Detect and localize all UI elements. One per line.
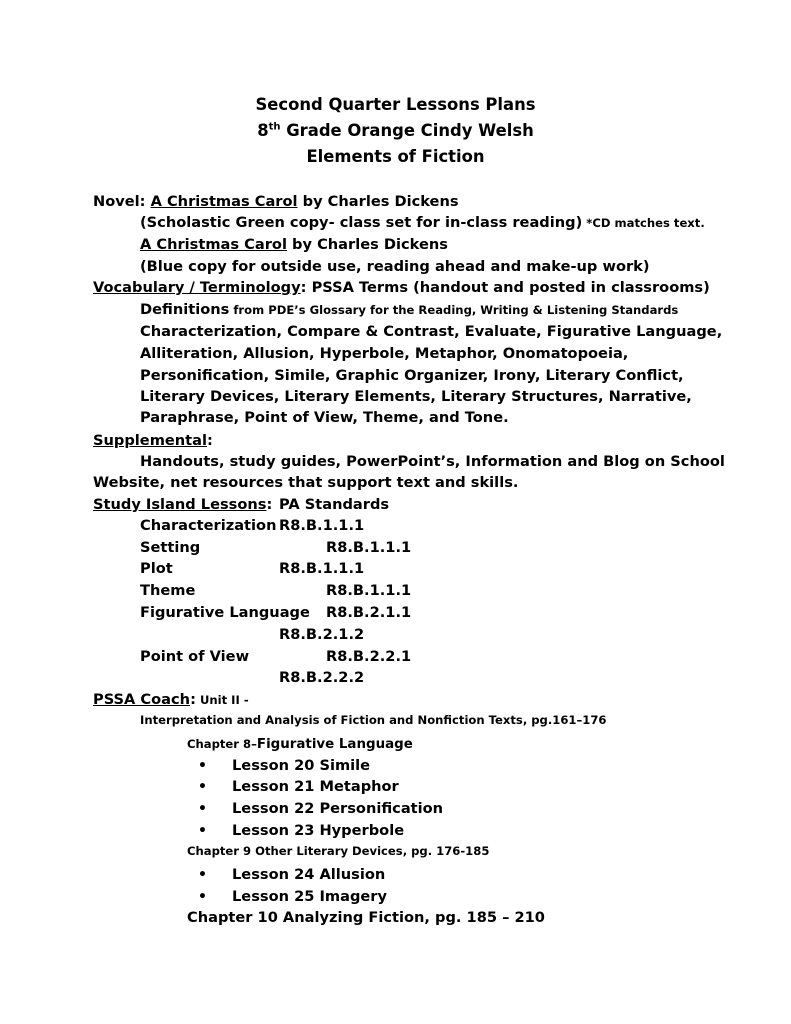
lesson-name: Theme xyxy=(140,582,196,599)
terms-line: Personification, Simile, Graphic Organizer, Irony, Literary Conflict, xyxy=(140,367,684,384)
novel-copy-1 xyxy=(140,213,705,233)
novel-colon: : xyxy=(139,193,146,210)
supplemental-label: Supplemental xyxy=(93,432,208,449)
lesson-name: Setting xyxy=(140,539,201,556)
study-island-label: Study Island Lessons xyxy=(93,496,267,513)
novel-copy-2: (Blue copy for outside use, reading ahead and make-up work) xyxy=(140,258,650,275)
bullet-icon: • xyxy=(198,758,207,774)
page-topic: Elements of Fiction xyxy=(306,147,485,166)
page-subtitle xyxy=(0,121,791,141)
bullet-icon: • xyxy=(198,889,207,905)
definitions-label: Definitions xyxy=(140,301,230,318)
study-island-colon: : xyxy=(266,496,273,513)
lesson-name: Figurative Language xyxy=(140,604,310,621)
lesson-standard: R8.B.1.1.1 xyxy=(279,517,365,534)
chapter-8-heading xyxy=(187,734,413,755)
lesson-standard: R8.B.1.1.1 xyxy=(326,539,412,556)
chapter-9-lesson: Lesson 25 Imagery xyxy=(232,888,387,905)
pssa-unit: Unit II - xyxy=(195,693,249,707)
terms-line: Characterization, Compare & Contrast, Evaluate, Figurative Language, xyxy=(140,323,723,340)
novel-title-1: A Christmas Carol xyxy=(150,193,298,210)
pssa-coach-colon: : xyxy=(190,691,196,708)
lesson-standard: R8.B.1.1.1 xyxy=(326,582,412,599)
bullet-icon: • xyxy=(198,823,207,839)
lesson-name: Plot xyxy=(140,560,173,577)
lesson-standard: R8.B.1.1.1 xyxy=(279,560,365,577)
study-island-line xyxy=(93,495,272,515)
supplemental-colon: : xyxy=(207,432,213,449)
bullet-icon: • xyxy=(198,779,207,795)
pssa-coach-line xyxy=(93,690,249,710)
novel-copy-1-text: (Scholastic Green copy- class set for in-class reading) xyxy=(140,214,583,231)
supplemental-line xyxy=(93,431,213,451)
chapter-8-prefix: Chapter 8– xyxy=(187,737,257,751)
pssa-unit-description: Interpretation and Analysis of Fiction and Nonfiction Texts, pg.161–176 xyxy=(140,713,607,727)
vocabulary-colon: : xyxy=(300,279,307,296)
novel-copy-1-note: *CD matches text. xyxy=(582,216,705,230)
grade-rest: Grade Orange Cindy Welsh xyxy=(280,121,534,140)
lesson-name: Characterization xyxy=(140,517,277,534)
pssa-coach-label: PSSA Coach xyxy=(93,691,191,708)
novel-line xyxy=(93,192,459,212)
chapter-8-lesson: Lesson 23 Hyperbole xyxy=(232,822,405,839)
lesson-name: Point of View xyxy=(140,648,250,665)
lesson-standard: R8.B.2.1.2 xyxy=(279,626,365,643)
terms-line: Alliteration, Allusion, Hyperbole, Metaphor, Onomatopoeia, xyxy=(140,345,629,362)
chapter-9-heading: Chapter 9 Other Literary Devices, pg. 176-185 xyxy=(187,844,490,858)
novel-title-2: A Christmas Carol xyxy=(140,236,287,253)
definitions-source: from PDE’s Glossary for the Reading, Writing & Listening Standards xyxy=(229,303,679,317)
novel-label: Novel xyxy=(93,193,140,210)
lesson-standard: R8.B.2.2.1 xyxy=(326,648,412,665)
lesson-standard: R8.B.2.2.2 xyxy=(279,669,365,686)
grade-number: 8 xyxy=(257,121,269,140)
definitions-line xyxy=(140,300,678,320)
novel-author-2: by Charles Dickens xyxy=(286,236,448,253)
chapter-9-lesson: Lesson 24 Allusion xyxy=(232,866,386,883)
supplemental-text-1: Handouts, study guides, PowerPoint’s, Information and Blog on School xyxy=(140,453,725,470)
novel-author-1: by Charles Dickens xyxy=(297,193,459,210)
chapter-8-lesson: Lesson 21 Metaphor xyxy=(232,778,399,795)
lesson-standard: R8.B.2.1.1 xyxy=(326,604,412,621)
bullet-icon: • xyxy=(198,801,207,817)
vocabulary-text: PSSA Terms (handout and posted in classrooms) xyxy=(306,279,710,296)
terms-line: Literary Devices, Literary Elements, Literary Structures, Narrative, xyxy=(140,388,692,405)
chapter-10-heading: Chapter 10 Analyzing Fiction, pg. 185 – 210 xyxy=(187,909,545,926)
study-island-header: PA Standards xyxy=(279,496,390,513)
bullet-icon: • xyxy=(198,867,207,883)
chapter-8-title: Figurative Language xyxy=(256,737,413,752)
vocabulary-label: Vocabulary / Terminology xyxy=(93,279,301,296)
novel-line-2 xyxy=(140,235,448,255)
chapter-8-lesson: Lesson 22 Personification xyxy=(232,800,444,817)
vocabulary-line xyxy=(93,278,710,298)
chapter-8-lesson: Lesson 20 Simile xyxy=(232,757,371,774)
page-title: Second Quarter Lessons Plans xyxy=(255,95,536,114)
supplemental-text-2: Website, net resources that support text and skills. xyxy=(93,474,519,491)
terms-line: Paraphrase, Point of View, Theme, and Tone. xyxy=(140,409,509,426)
grade-superscript: th xyxy=(268,121,281,133)
